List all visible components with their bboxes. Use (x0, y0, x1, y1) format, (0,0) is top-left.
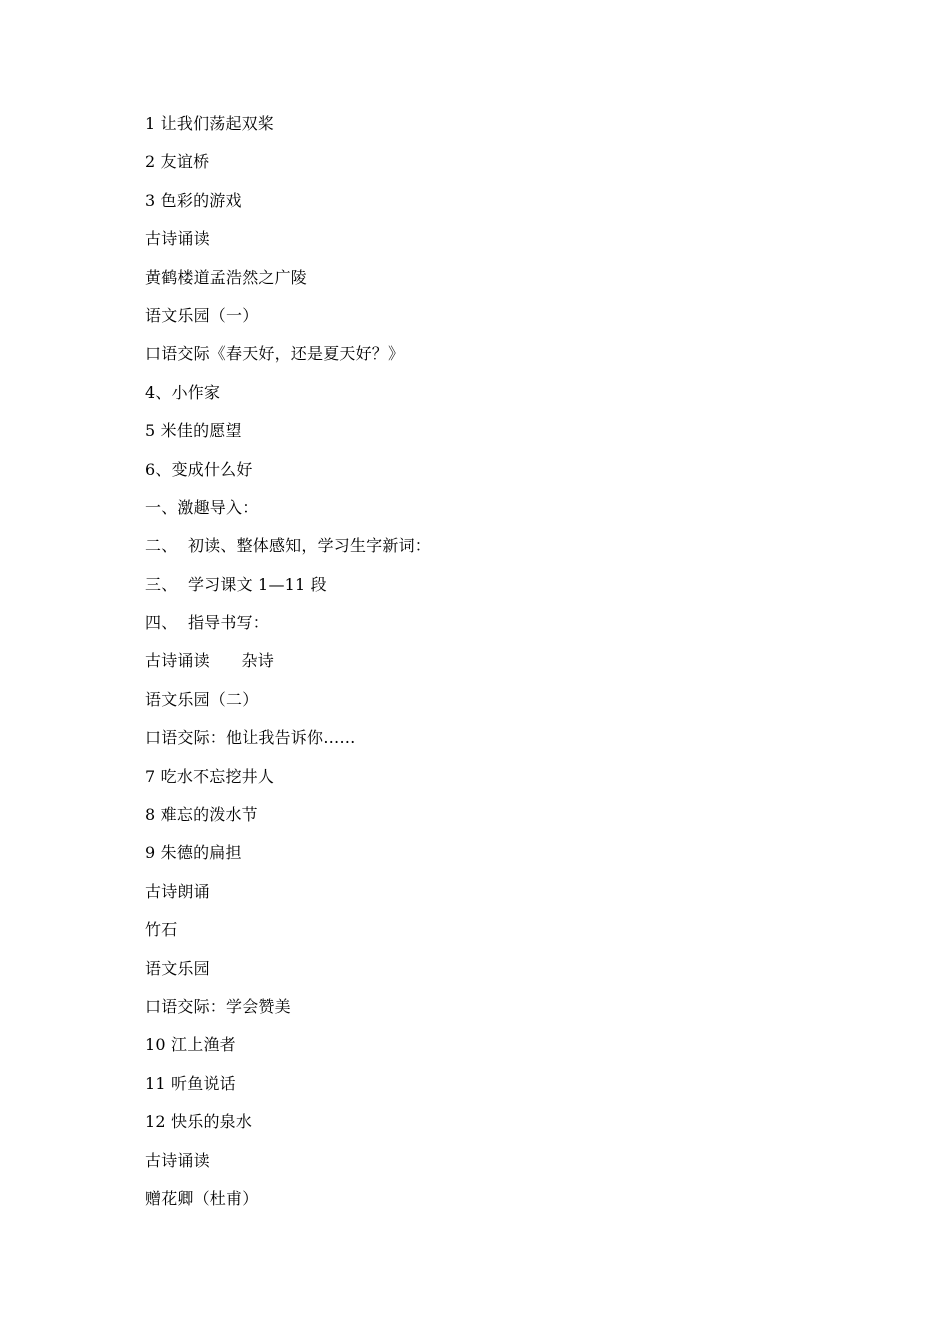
text-line: 古诗诵读 (145, 1150, 210, 1170)
text-line: 5 米佳的愿望 (145, 421, 242, 441)
text-line: 2 友谊桥 (145, 152, 210, 172)
text-line: 四、 指导书写： (145, 613, 269, 633)
text-line: 二、 初读、整体感知，学习生字新词： (145, 536, 431, 556)
text-line: 8 难忘的泼水节 (145, 805, 258, 825)
text-line: 古诗诵读 (145, 229, 210, 249)
text-line: 赠花卿（杜甫） (145, 1188, 259, 1208)
document-body (145, 112, 431, 1225)
text-line: 口语交际：学会赞美 (145, 996, 291, 1016)
text-line: 古诗诵读 杂诗 (145, 651, 274, 671)
text-line: 1 让我们荡起双桨 (145, 114, 275, 133)
text-line: 三、 学习课文 1—11 段 (145, 574, 327, 594)
text-line: 语文乐园（一） (145, 305, 259, 325)
text-line: 10 江上渔者 (145, 1035, 236, 1055)
text-line: 口语交际：他让我告诉你…… (145, 728, 356, 748)
text-line: 一、激趣导入： (145, 497, 259, 517)
text-line: 语文乐园（二） (145, 689, 259, 709)
text-line: 6、变成什么好 (145, 459, 253, 479)
text-line: 11 听鱼说话 (145, 1073, 236, 1093)
text-line: 古诗朗诵 (145, 881, 210, 901)
text-line: 7 吃水不忘挖井人 (145, 766, 275, 786)
text-line: 4、小作家 (145, 382, 221, 402)
text-line: 9 朱德的扁担 (145, 843, 242, 863)
text-line: 口语交际《春天好，还是夏天好？》 (145, 344, 405, 364)
text-line: 竹石 (145, 920, 178, 940)
text-line: 12 快乐的泉水 (145, 1112, 253, 1132)
text-line: 3 色彩的游戏 (145, 190, 242, 210)
text-line: 黄鹤楼道孟浩然之广陵 (145, 267, 308, 287)
text-line: 语文乐园 (145, 958, 210, 978)
